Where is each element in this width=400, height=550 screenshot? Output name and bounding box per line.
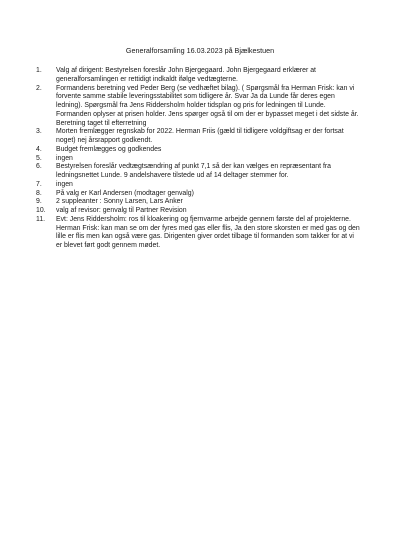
agenda-item-number: 8. — [36, 189, 42, 197]
agenda-item-text: er blevet ført godt gennem mødet. — [56, 242, 161, 249]
agenda-item-number: 3. — [36, 128, 42, 136]
agenda-list — [32, 67, 376, 251]
agenda-item — [32, 67, 376, 85]
agenda-item — [32, 207, 376, 216]
agenda-item-number: 6. — [36, 163, 42, 171]
agenda-item-text: forvente samme stabile leveringsstabilitet som tidligere år. Svar Ja da Lunde får deres egen — [56, 93, 335, 101]
agenda-item-number: 11. — [36, 215, 46, 223]
agenda-item-text: Evt: Jens Riddersholm: ros til kloakering og fjernvarme arbejde gennem første del af projekterne. — [56, 215, 351, 223]
agenda-item — [32, 190, 376, 199]
agenda-item — [32, 216, 376, 251]
agenda-item — [32, 163, 376, 181]
agenda-item-text: Herman Frisk: kan man se om der fyres med gas eller flis, Ja den store skorsten er med gas og den — [56, 224, 360, 232]
agenda-item-text: lille er flis men kan også være gas. Dirigenten giver ordet tilbage til formanden som takker for at vi — [56, 233, 354, 241]
agenda-item-text: Beretning taget til efterretning — [56, 119, 147, 127]
agenda-item-text: Valg af dirigent: Bestyrelsen foreslår John Bjergegaard. John Bjergegaard erklærer at — [56, 67, 316, 74]
agenda-item-number: 4. — [36, 145, 42, 153]
agenda-item — [32, 181, 376, 190]
agenda-item — [32, 128, 376, 146]
agenda-item-text: ingen — [56, 180, 73, 188]
agenda-item-text: ledningsnettet Lunde. 9 andelshavere tilstede ud af 14 deltager stemmer for. — [56, 172, 289, 179]
agenda-item — [32, 85, 376, 129]
agenda-item — [32, 146, 376, 155]
agenda-item-text: Morten fremlægger regnskab for 2022. Herman Friis (gæld til tidligere voldgiftsag er der fortsat — [56, 128, 344, 136]
agenda-item-text: ingen — [56, 154, 73, 162]
agenda-item-text: ledning). Spørgsmål fra Jens Riddersholm holder tidsplan og pris for ledningen til Lunde. — [56, 102, 326, 109]
agenda-item — [32, 198, 376, 207]
agenda-item-text: noget) nej årsrapport godkendt. — [56, 137, 153, 144]
agenda-item-number: 9. — [36, 198, 42, 206]
agenda-item-number: 5. — [36, 154, 42, 162]
agenda-item-text: Formanden oplyser at prisen holder. Jens spørger også til om der er bypasset meget i det sidste år. — [56, 110, 359, 118]
agenda-item-number: 10. — [36, 207, 46, 214]
document-title: Generalforsamling 16.03.2023 på Bjælkestuen — [125, 46, 275, 55]
agenda-item-text: 2 suppleanter : Sonny Larsen, Lars Anker — [56, 198, 183, 206]
agenda-item-text: generalforsamlingen er rettidigt indkaldt ifølge vedtægterne. — [56, 75, 238, 83]
agenda-item-text: Budget fremlægges og godkendes — [56, 145, 162, 153]
agenda-item-text: På valg er Karl Andersen (modtager genvalg) — [56, 189, 194, 197]
agenda-item — [32, 155, 376, 164]
agenda-item-text: valg af revisor: genvalg til Partner Revision — [56, 207, 187, 214]
agenda-item-text: Bestyrelsen foreslår vedtægtsændring af punkt 7,1 så der kan vælges en repræsentant fra — [56, 163, 332, 171]
agenda-item-number: 2. — [36, 84, 42, 92]
agenda-item-text: Formandens beretning ved Peder Berg (se vedhæftet bilag). ( Spørgsmål fra Herman Frisk: kan vi — [56, 84, 355, 92]
agenda-item-number: 7. — [36, 180, 42, 188]
agenda-item-number: 1. — [36, 67, 42, 74]
